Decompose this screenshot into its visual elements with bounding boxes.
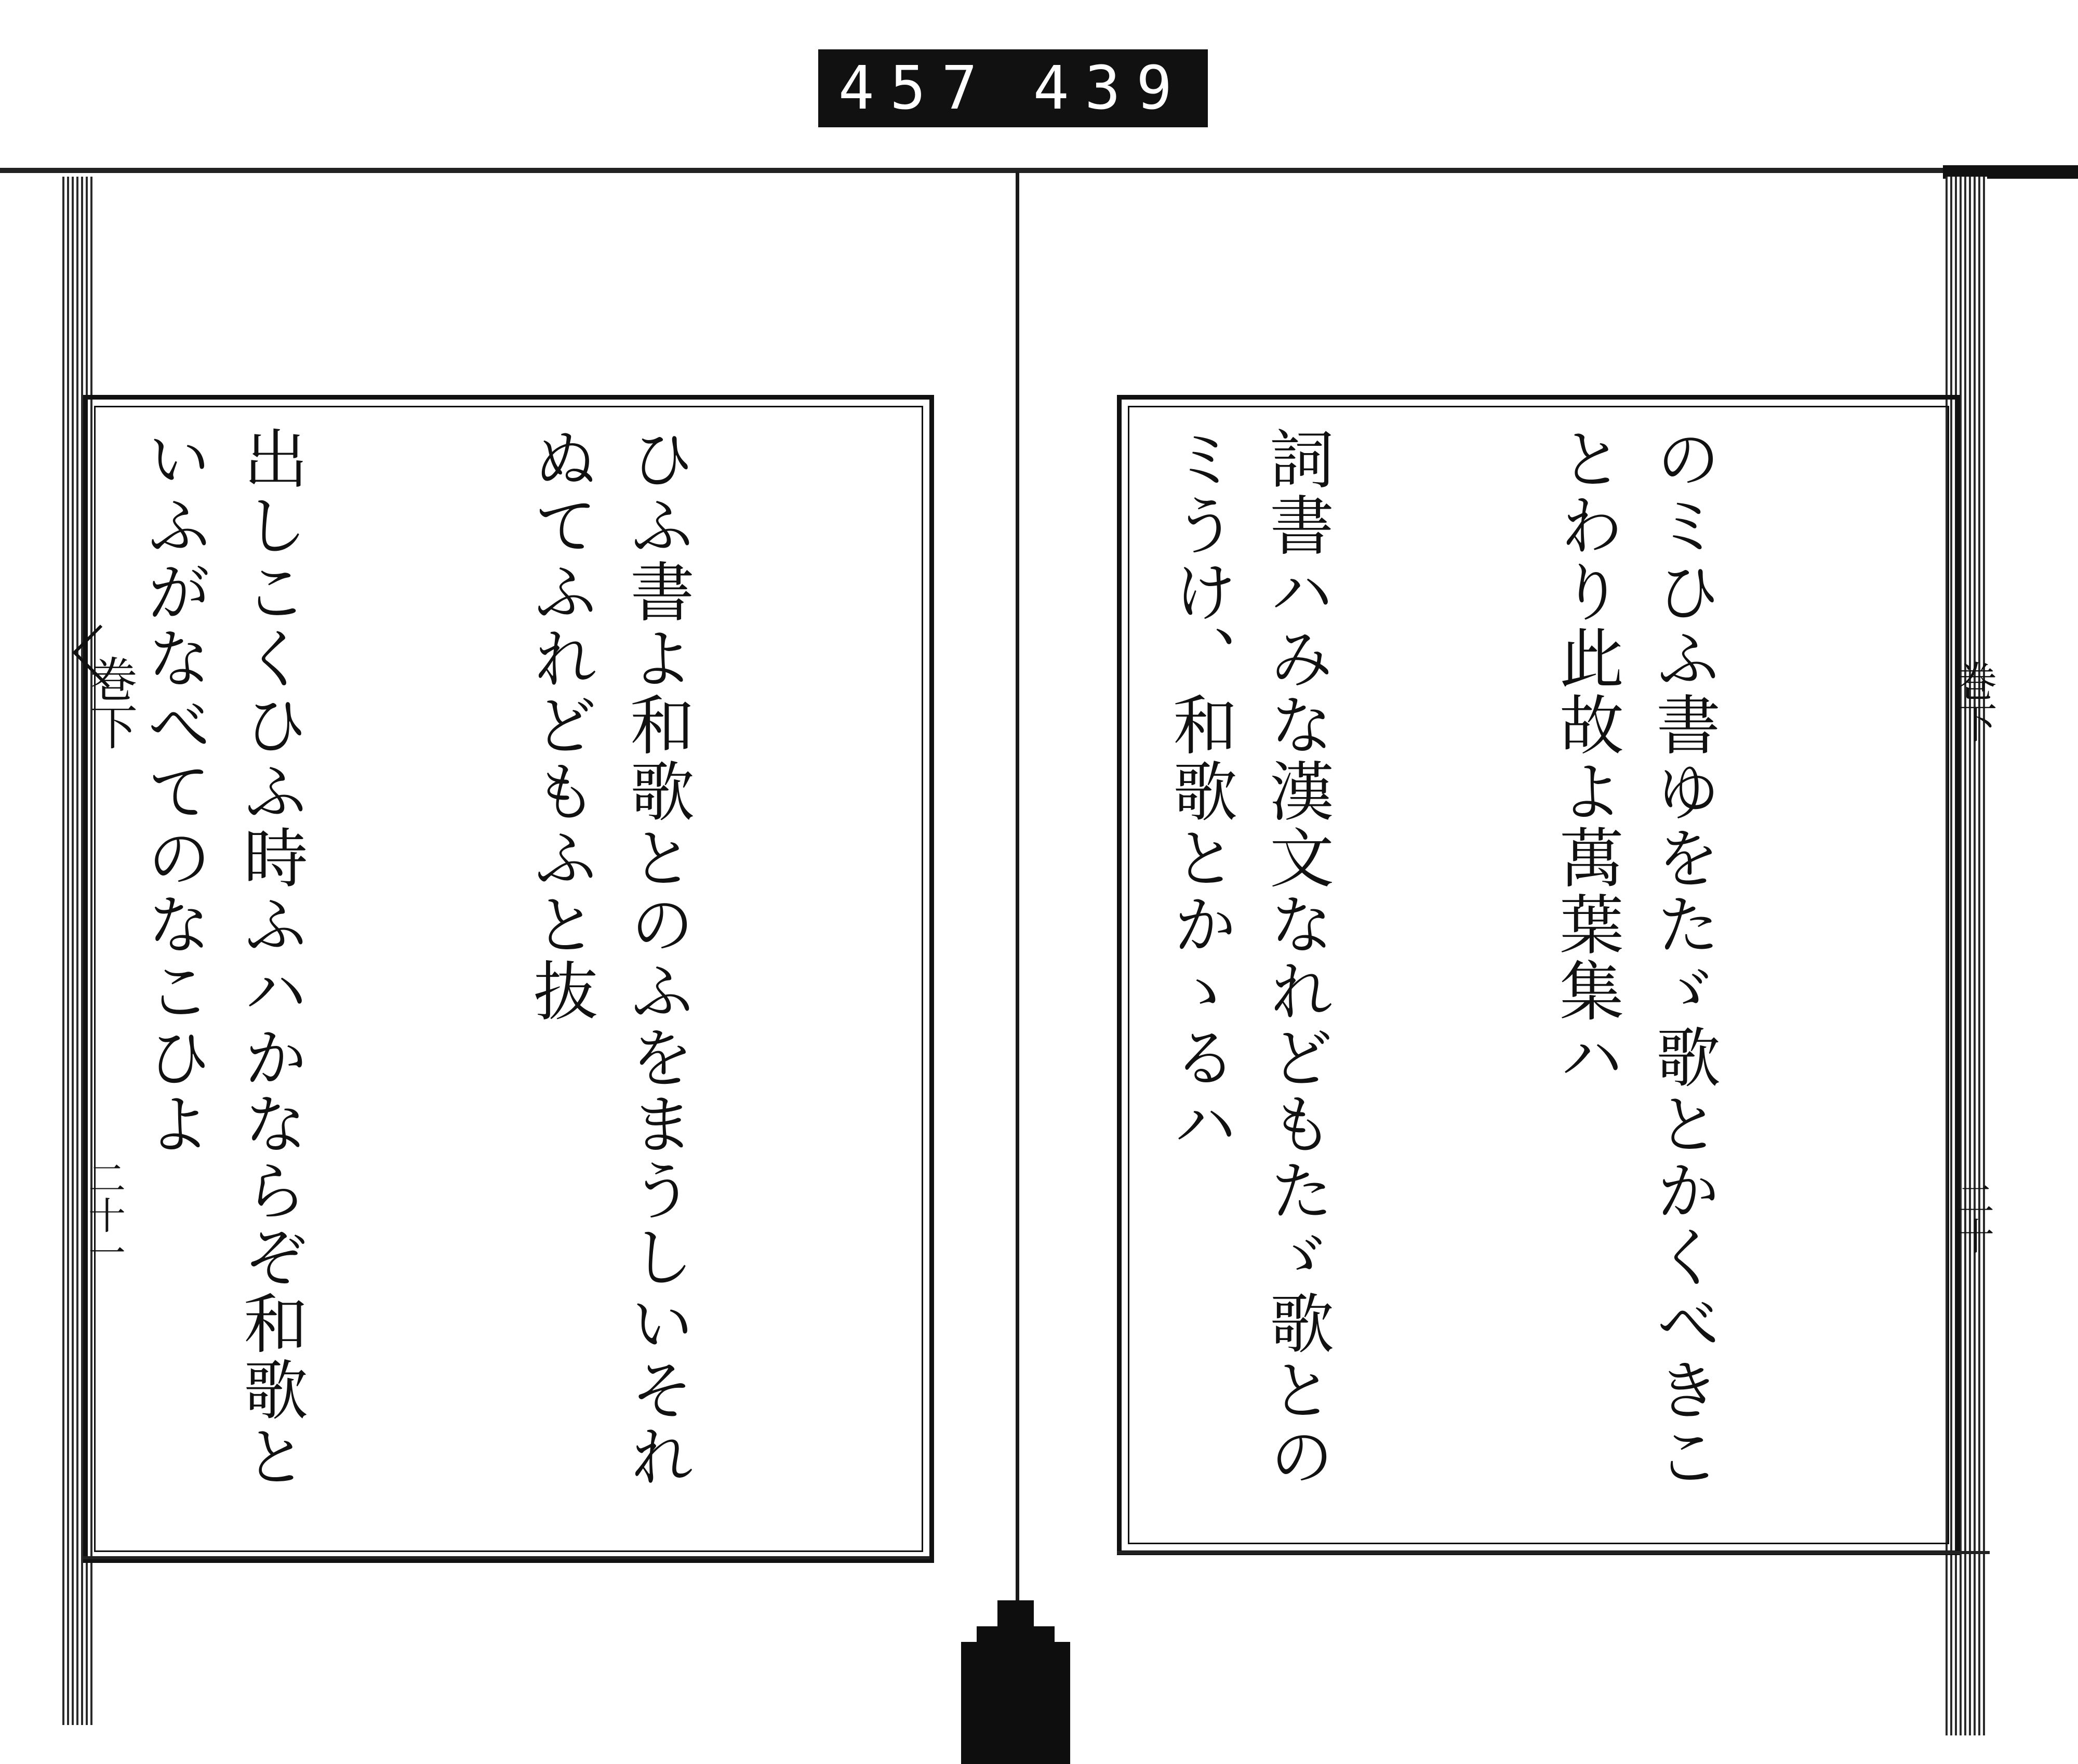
lower-band-right bbox=[1117, 1551, 1990, 1554]
lower-band-left bbox=[83, 1556, 930, 1559]
right-hashira-number: 二十 bbox=[1951, 1179, 1994, 1254]
frame-counter-badge bbox=[818, 49, 1208, 127]
right-page-frame bbox=[1117, 395, 1960, 1555]
right-hashira-title: 巻下 bbox=[1949, 660, 1997, 743]
left-hashira-number: 二十一 bbox=[82, 1159, 126, 1271]
right-line: のミひふ書ゆをたゞ歌とかくべきことわり此故よ萬葉集ハ bbox=[1549, 426, 1720, 1490]
top-fold-rule bbox=[0, 168, 2078, 173]
spine-block bbox=[961, 1642, 1070, 1764]
left-hashira-title: 巻下 bbox=[82, 655, 138, 750]
center-gutter bbox=[1016, 171, 1019, 1642]
right-line: 詞書ハみな漢文なれどもたゞ歌とのミうけ、和歌とかゝるハ bbox=[1162, 426, 1334, 1490]
right-page-text bbox=[1153, 426, 1924, 1530]
right-frame-number: 439 bbox=[1033, 54, 1188, 123]
spine-step bbox=[977, 1626, 1055, 1647]
left-page-text bbox=[119, 426, 898, 1537]
left-frame-number: 457 bbox=[838, 54, 993, 123]
left-line: ひふ書よ和歌とのふをまうしいそれぬてふれどもふと抜 bbox=[523, 426, 694, 1490]
left-line: 出しこくひふ時ふハかならぞ和歌といふがなべてのなこひよ bbox=[136, 426, 308, 1490]
left-page-frame bbox=[83, 395, 934, 1563]
